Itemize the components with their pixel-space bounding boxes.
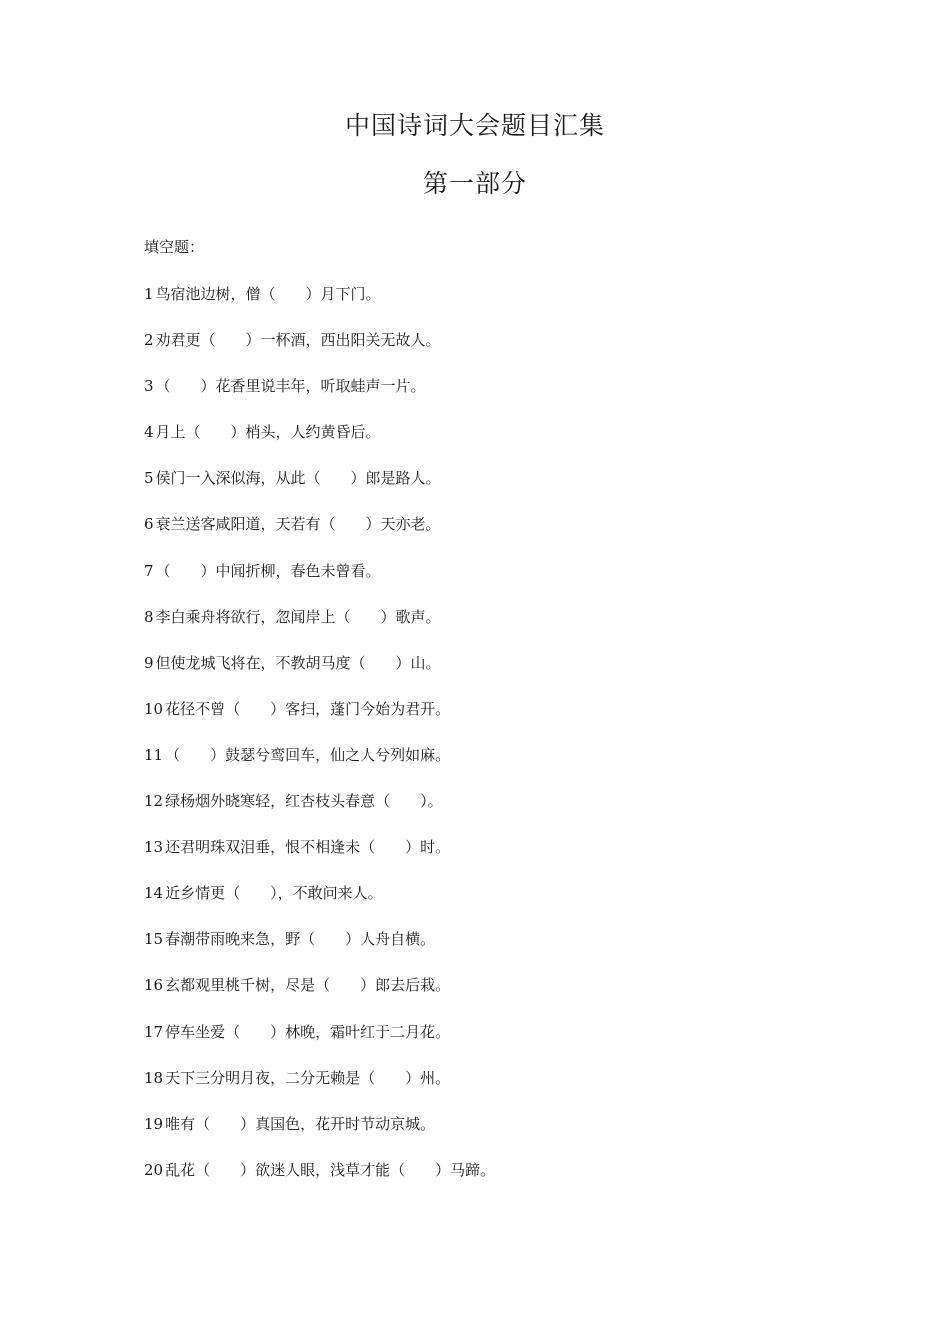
question-text: 还君明珠双泪垂，恨不相逢未（ ）时。 xyxy=(165,838,451,857)
question-number: 17 xyxy=(144,1022,164,1041)
question-item xyxy=(144,651,844,697)
question-text: （ ）中闻折柳，春色未曾看。 xyxy=(155,561,381,580)
question-item xyxy=(144,559,844,605)
question-number: 14 xyxy=(144,884,164,903)
question-text: （ ）鼓瑟兮鸾回车，仙之人兮列如麻。 xyxy=(165,745,451,764)
question-number: 20 xyxy=(144,1160,164,1179)
document-title: 中国诗词大会题目汇集 xyxy=(344,111,605,140)
question-text: 唯有（ ）真国色，花开时节动京城。 xyxy=(165,1114,436,1133)
question-item xyxy=(144,835,844,881)
question-text: 绿杨烟外晓寒轻，红杏枝头春意（ ）。 xyxy=(165,792,443,811)
question-list xyxy=(144,282,844,1204)
question-number: 4 xyxy=(144,423,154,442)
question-item xyxy=(144,374,844,420)
question-text: 鸟宿池边树，僧（ ）月下门。 xyxy=(155,285,381,303)
question-item xyxy=(144,789,844,835)
question-text: 花径不曾（ ）客扫，蓬门今始为君开。 xyxy=(165,699,451,718)
question-number: 11 xyxy=(144,745,164,764)
question-item xyxy=(144,1066,844,1112)
question-text: 近乡情更（ ），不敢问来人。 xyxy=(165,884,383,903)
question-number: 8 xyxy=(144,607,154,626)
question-item xyxy=(144,605,844,651)
question-item xyxy=(144,420,844,466)
question-number: 2 xyxy=(144,331,154,350)
question-item xyxy=(144,1158,844,1204)
document-subtitle: 第一部分 xyxy=(422,169,527,198)
question-item xyxy=(144,973,844,1019)
question-item xyxy=(144,1020,844,1066)
question-number: 12 xyxy=(144,792,164,811)
question-text: 月上（ ）梢头，人约黄昏后。 xyxy=(155,423,381,442)
question-item xyxy=(144,927,844,973)
question-text: 天下三分明月夜，二分无赖是（ ）州。 xyxy=(165,1068,451,1087)
question-item xyxy=(144,512,844,558)
question-item xyxy=(144,697,844,743)
question-number: 9 xyxy=(144,653,154,672)
question-text: 李白乘舟将欲行，忽闻岸上（ ）歌声。 xyxy=(155,607,441,626)
question-item xyxy=(144,328,844,374)
question-number: 15 xyxy=(144,930,164,949)
question-text: 劝君更（ ）一杯酒，西出阳关无故人。 xyxy=(155,331,441,350)
question-item xyxy=(144,282,844,328)
question-text: （ ）花香里说丰年，听取蛙声一片。 xyxy=(155,377,426,396)
question-text: 停车坐爱（ ）林晚，霜叶红于二月花。 xyxy=(165,1022,451,1041)
question-number: 10 xyxy=(144,699,164,718)
question-number: 16 xyxy=(144,976,164,995)
question-number: 6 xyxy=(144,515,154,534)
question-number: 19 xyxy=(144,1114,164,1133)
question-text: 玄都观里桃千树，尽是（ ）郎去后栽。 xyxy=(165,976,451,995)
question-number: 13 xyxy=(144,838,164,857)
question-text: 乱花（ ）欲迷人眼，浅草才能（ ）马蹄。 xyxy=(165,1160,496,1179)
section-label: 填空题： xyxy=(144,238,205,256)
question-item xyxy=(144,881,844,927)
question-number: 7 xyxy=(144,561,154,580)
question-item xyxy=(144,1112,844,1158)
question-number: 18 xyxy=(144,1068,164,1087)
question-number: 3 xyxy=(144,377,154,396)
question-text: 衰兰送客咸阳道，天若有（ ）天亦老。 xyxy=(155,515,441,534)
question-item xyxy=(144,743,844,789)
question-item xyxy=(144,466,844,512)
question-text: 但使龙城飞将在，不教胡马度（ ）山。 xyxy=(155,653,441,672)
question-number: 1 xyxy=(144,285,154,303)
question-number: 5 xyxy=(144,469,154,488)
question-text: 春潮带雨晚来急，野（ ）人舟自横。 xyxy=(165,930,436,949)
question-text: 侯门一入深似海，从此（ ）郎是路人。 xyxy=(155,469,441,488)
